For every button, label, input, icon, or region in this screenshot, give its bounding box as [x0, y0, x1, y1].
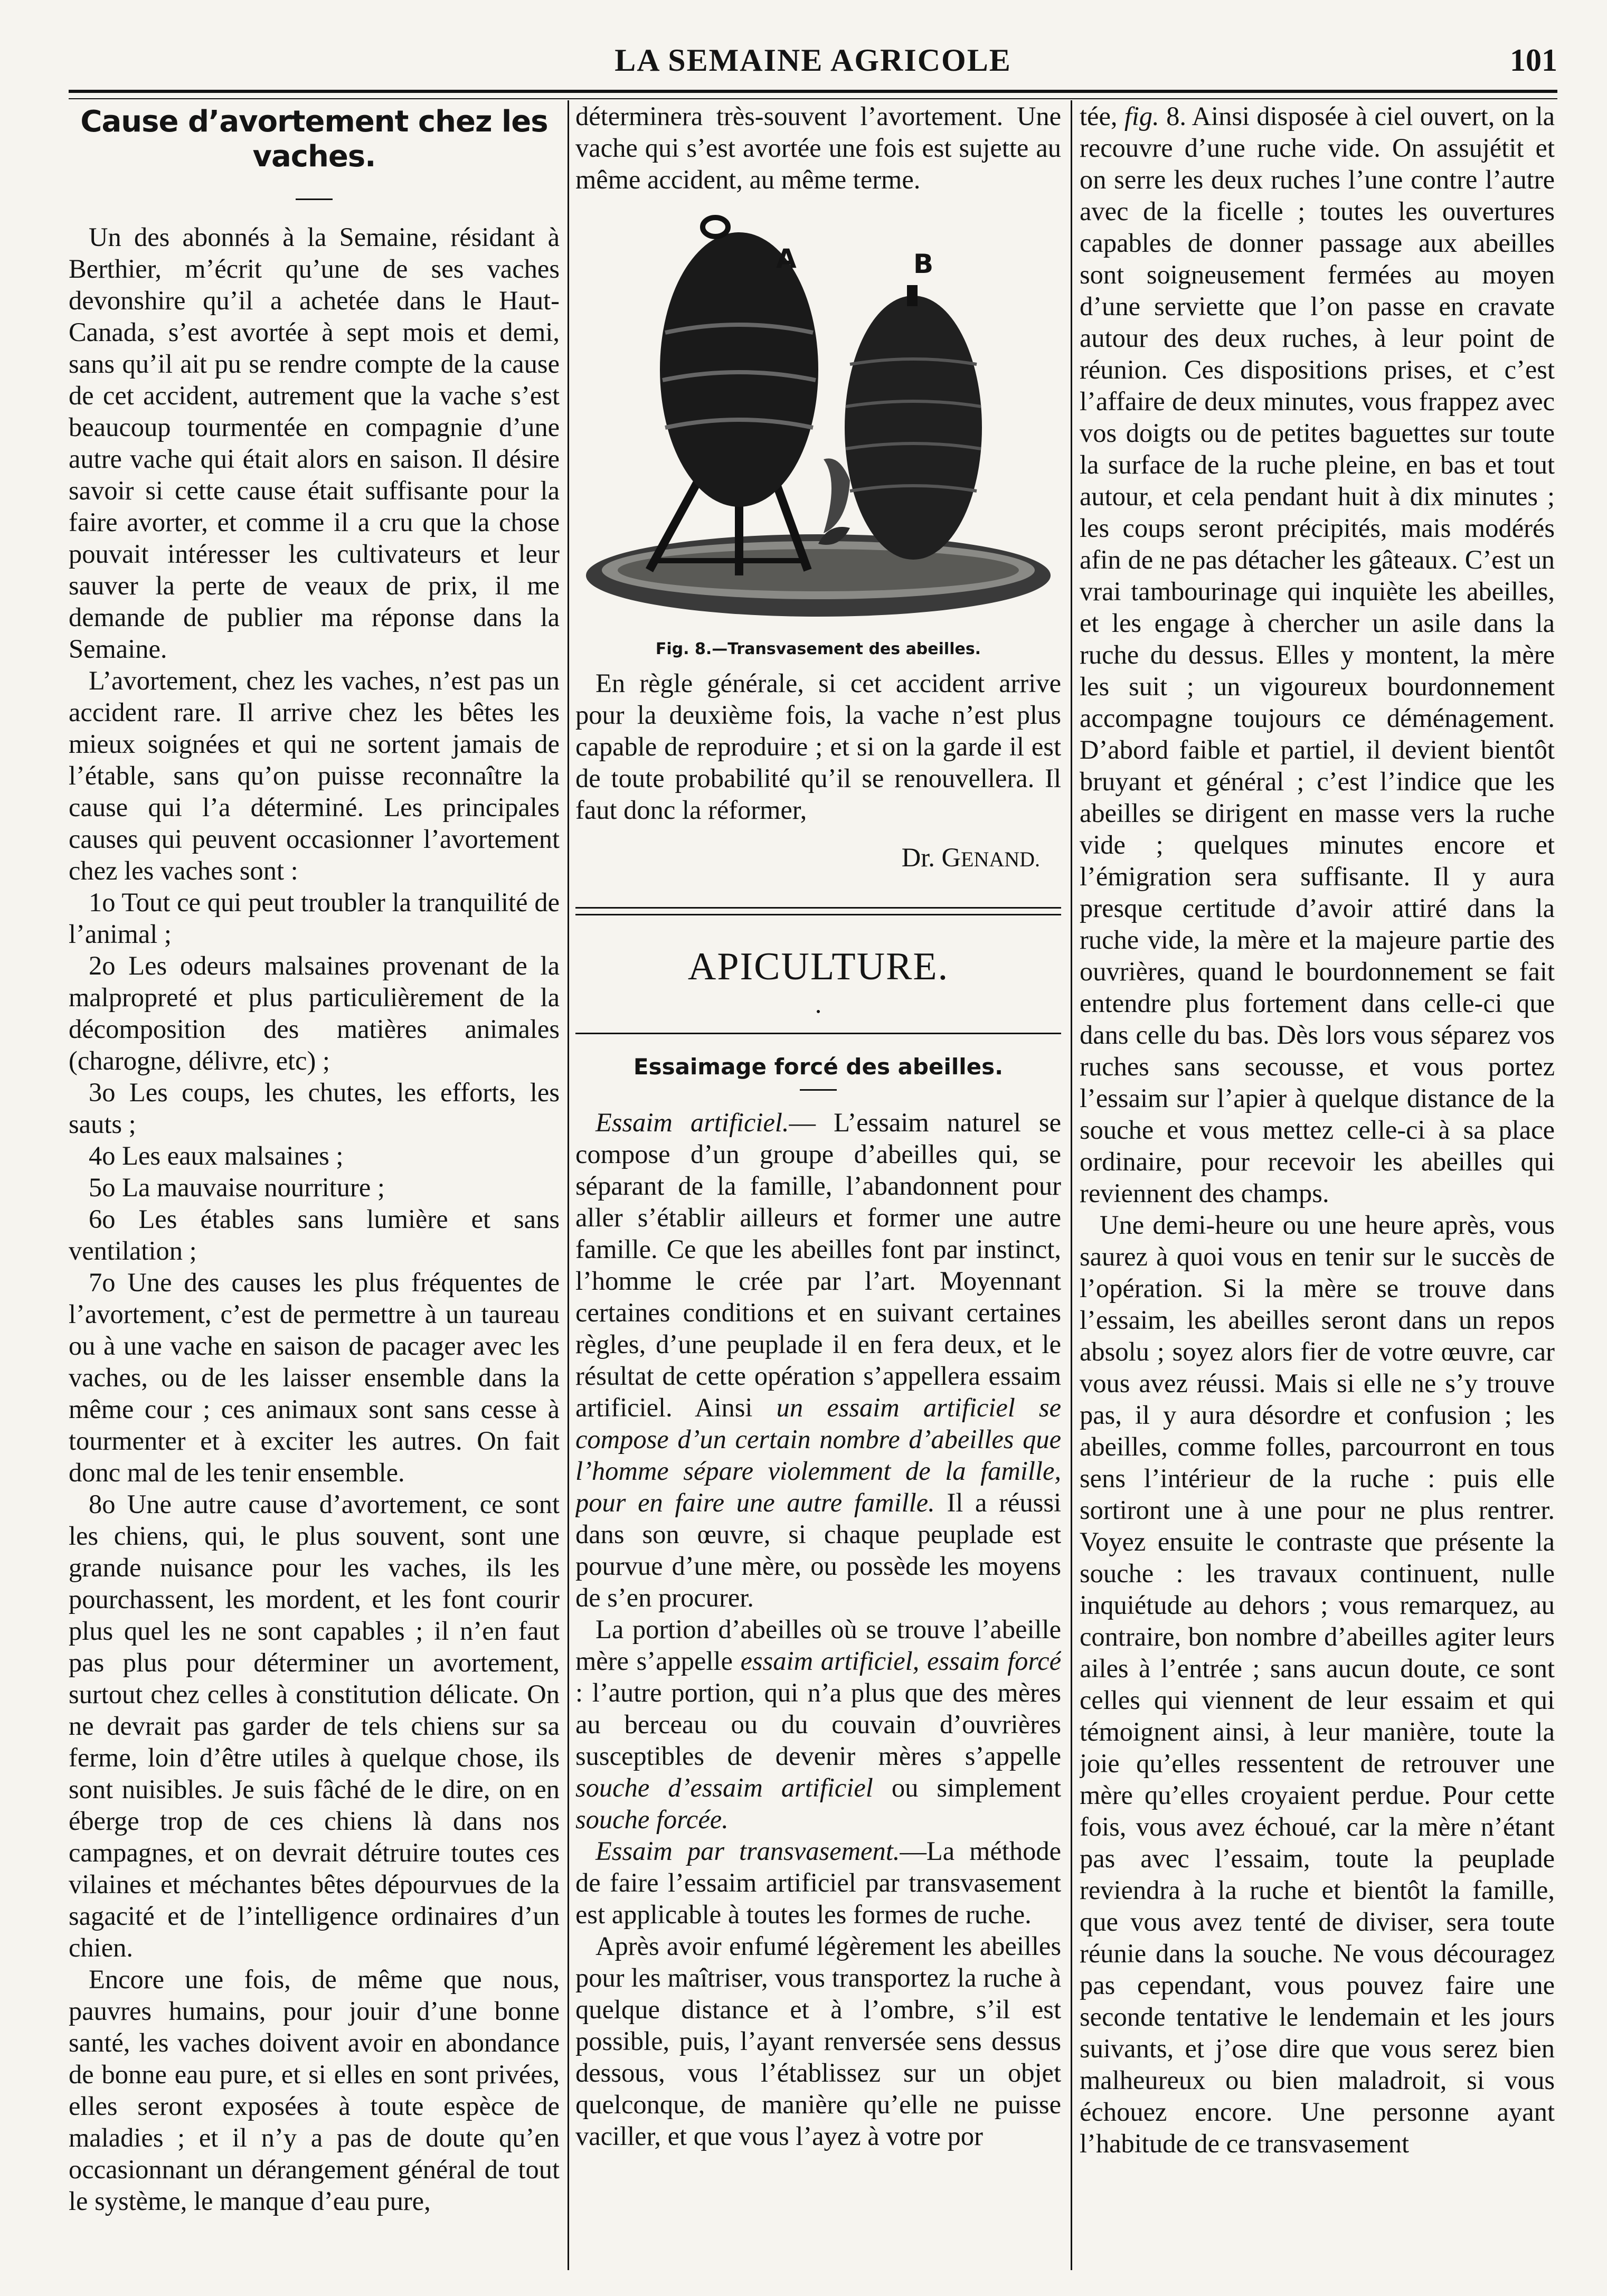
author-signature [575, 842, 1061, 875]
italic-term: souche d’essaim artificiel [575, 1773, 873, 1802]
paragraph [575, 1613, 1061, 1835]
text: 8. Ainsi disposée à ciel ouvert, on la recouvre d’une ruche vide. On assujétit et on serre les deux ruches l’une contre l’autre avec de la ficelle ; toutes les ouvertures capables de donner passage aux abeilles sont soigneusement fermées au moyen d’une serviette que l’on passe en cravate autour des deux ruches, à leur point de réunion. Ces dispositions prises, et c’est l’affaire de deux minutes, vous frappez avec vos doigts ou de petites baguettes sur toute la surface de la ruche pleine, en bas et tout autour, et cela pendant huit à dix minutes ; les coups seront précipités, mais modérés afin de ne pas détacher les gâteaux. C’est un vrai tambourinage qui inquiète les abeilles, et les engage à chercher un asile dans la ruche du dessus. Elles y montent, la mère les suit ; un vigoureux bourdonnement accompagne toujours ce déménagement. D’abord faible et partiel, il devient bientôt bruyant et général ; c’est l’indice que les abeilles se dirigent en masse vers la ruche vide ; quelques minutes encore et l’émigration sera suffisante. Il y aura presque certitude d’avoir attiré dans la ruche vide, la mère et la majeure partie des ouvrières, quand le bourdonnement se fait entendre plus fortement dans celle-ci que dans celle du bas. Dès lors vous séparez vos ruches sans secousse, et vous portez l’essaim sur l’apier à quelque distance de la souche et vous mettez celle-ci à sa place ordinaire, pour recevoir les abeilles qui reviennent des champs. [1080, 101, 1555, 1208]
paragraph: Un des abonnés à la Semaine, résidant à Berthier, m’écrit qu’une de ses vaches devonshire qu’il a achetée dans le Haut-Canada, s’est avortée à sept mois et demi, sans qu’il ait pu se rendre compte de la cause de cet accident, autrement que la vache s’est beaucoup tourmentée en compagnie d’une autre vache qui était alors en saison. Il désire savoir si cette cause était suffisante pour la faire avorter, et comme il a cru que la chose pouvait intéresser les cultivateurs et leur sauver la perte de veaux de prix, il me demande de publier ma réponse dans la Semaine. [69, 222, 560, 664]
paragraph [575, 1835, 1061, 1930]
list-item: 8o Une autre cause d’avortement, ce sont les chiens, qui, le plus souvent, sont une grande nuisance pour les vaches, ils les pourchassent, les mordent, et les font courir plus quel les ne sont capables ; il n’en faut pas plus pour déterminer un avortement, surtout chez celles à constitution délicate. On ne devrait pas garder de tels chiens sur sa ferme, loin d’être utiles à quelque chose, ils sont nuisibles. Je suis fâché de le dire, on en éberge trop de ces chiens là dans nos campagnes, et on devrait détruire toutes ces vilaines et méchantes bêtes dépourvues de la sagacité et de l’intelligence ordinaires d’un chien. [69, 1489, 560, 1962]
figure-beehives [575, 206, 1061, 660]
column-3 [1080, 100, 1555, 2260]
list-item: 5o La mauvaise nourriture ; [89, 1173, 385, 1202]
column-divider [1071, 100, 1072, 2270]
section-rule [575, 907, 1061, 915]
lead-italic: Essaim artificiel. [595, 1108, 789, 1137]
list-item: 6o Les étables sans lumière et sans ventilation ; [69, 1204, 560, 1265]
list-item: 4o Les eaux malsaines ; [89, 1141, 344, 1170]
italic-term: essaim artificiel, essaim forcé [740, 1646, 1061, 1676]
section-dot: · [814, 997, 823, 1026]
figure-reference: fig. [1124, 101, 1159, 131]
paragraph-continuation: déterminera très-souvent l’avortement. Une vache qui s’est avortée une fois est sujette au même accident, au même terme. [575, 101, 1061, 194]
lead-italic: Essaim par transvasement. [595, 1836, 900, 1866]
paragraph: L’avortement, chez les vaches, n’est pas un accident rare. Il arrive chez les bêtes les mieux soignées et qui ne sortent jamais de l’étable, sans qu’on puisse reconnaître la cause qui l’a déterminé. Les principales causes qui peuvent occasionner l’avortement chez les vaches sont : [69, 666, 560, 885]
text: —La méthode de faire l’essaim artificiel par transvasement est applicable à toutes les formes de ruche. [575, 1836, 1061, 1929]
italic-term: souche forcée. [575, 1804, 729, 1834]
text: ou simplement [891, 1773, 1061, 1802]
text: tée, [1080, 101, 1118, 131]
list-item: 7o Une des causes les plus fréquentes de l’avortement, c’est de permettre à un taureau ou à une vache en saison de pacager avec les vaches, ou de les laisser ensemble dans la même cour ; ces animaux sont sans cesse à tourmenter et à exciter les autres. On fait donc mal de les tenir ensemble. [69, 1268, 560, 1487]
page-number: 101 [1510, 43, 1557, 78]
text: : l’autre portion, qui n’a plus que des mères au berceau ou du couvain d’ouvrières susceptibles de devenir mères s’appelle [575, 1678, 1061, 1771]
paragraph: En règle générale, si cet accident arrive pour la deuxième fois, la vache n’est plus capable de reproduire ; et si on la garde il est de toute probabilité qu’il se renouvellera. Il faut donc la réformer, [575, 668, 1061, 825]
figure-label-a: A [776, 243, 797, 274]
title-dash [296, 199, 333, 200]
text: — L’essaim naturel se compose d’un groupe d’abeilles qui, se séparant de la famille, l’abandonnent pour aller s’établir ailleurs et former une autre famille. Ce que les abeilles font par instinct, l’homme le crée par l’art. Moyennant certaines conditions et en suivant certaines règles, d’une peuplade il en fera deux, et le résultat de cette opération s’appellera essaim artificiel. Ainsi [575, 1108, 1061, 1422]
paragraph: Après avoir enfumé légèrement les abeilles pour les maîtriser, vous transportez la ruche à quelque distance et à l’ombre, s’il est possible, puis, l’ayant renversée sens dessus dessous, vous l’établissez sur un objet quelconque, de manière qu’elle ne puisse vaciller, et que vous l’ayez à votre por [575, 1931, 1061, 2151]
italic-definition: un essaim artificiel se compose d’un certain nombre d’abeilles que l’homme sépare violemment de la famille, pour en faire une autre famille. [575, 1393, 1061, 1517]
section-title: APICULTURE. [687, 945, 949, 988]
beehives-illustration [575, 206, 1061, 628]
article-title-avortement: Cause d’avortement chez les vaches. [80, 105, 548, 174]
text: Il a réussi dans son œuvre, si chaque peuplade est pourvue d’une mère, ou possède les moyens de s’en procurer. [575, 1488, 1061, 1612]
column-1 [69, 100, 560, 2260]
list-item: 1o Tout ce qui peut troubler la tranquilité de l’animal ; [69, 887, 560, 949]
paragraph: Une demi-heure ou une heure après, vous saurez à quoi vous en tenir sur le succès de l’opération. Si la mère se trouve dans l’essaim, les abeilles seront dans un repos absolu ; soyez alors fier de votre œuvre, car vous avez réussi. Mais si elle ne s’y trouve pas, il y aura désordre et confusion ; les abeilles, comme folles, parcourront en tous sens l’intérieur de la ruche : puis elle sortiront une à une pour ne plus rentrer. Voyez ensuite le contraste que présente la souche : les travaux continuent, nulle inquiétude au dehors ; vous remarquez, au contraire, bon nombre d’abeilles agiter leurs ailes à l’entrée ; sans aucun doute, ce sont celles qui viennent de leur essaim et qui témoignent ainsi, à leur manière, toute la joie qu’elles ressentent de retrouver une mère qu’elles croyaient perdue. Pour cette fois, vous avez échoué, car la mère n’étant pas avec l’essaim, toute la peuplade reviendra à la ruche et bientôt la famille, que vous avez tenté de diviser, sera toute réunie dans la souche. Ne vous découragez pas cependant, vous pouvez faire une seconde tentative le lendemain et les jours suivants, et j’ose dire que vous serez bien malheureux ou bien maladroit, si vous échouez encore. Une personne ayant l’habitude de ce transvasement [1080, 1210, 1555, 2158]
list-item: 2o Les odeurs malsaines provenant de la malpropreté et plus particulièrement de la décomposition des matières animales (charogne, délivre, etc) ; [69, 951, 560, 1075]
paragraph-continuation [1080, 100, 1555, 1209]
text: La portion d’abeilles où se trouve l’abeille mère s’appelle [575, 1614, 1061, 1676]
column-2 [575, 100, 1061, 2260]
page-header [69, 26, 1557, 90]
title-dash [800, 1089, 837, 1091]
signature-smallcaps: ENAND. [961, 847, 1040, 871]
column-divider [568, 100, 569, 2270]
article-title-essaimage: Essaimage forcé des abeilles. [633, 1054, 1004, 1080]
list-item: 3o Les coups, les chutes, les efforts, les sauts ; [69, 1078, 560, 1139]
signature-initial: Dr. G [901, 843, 961, 872]
paragraph: Encore une fois, de même que nous, pauvres humains, pour jouir d’une bonne santé, les vaches doivent avoir en abondance de bonne eau pure, et si elles en sont privées, elles seront exposées à toute espèce de maladies ; et il n’y a pas de doute qu’en occasionnant un dérangement général de tout le système, le manque d’eau pure, [69, 1964, 560, 2216]
header-rule [69, 90, 1557, 99]
figure-label-b: B [913, 249, 934, 279]
figure-caption: Fig. 8.—Transvasement des abeilles. [655, 640, 981, 658]
thin-rule [575, 1033, 1061, 1034]
paragraph [575, 1107, 1061, 1613]
running-title: LA SEMAINE AGRICOLE [615, 43, 1012, 78]
